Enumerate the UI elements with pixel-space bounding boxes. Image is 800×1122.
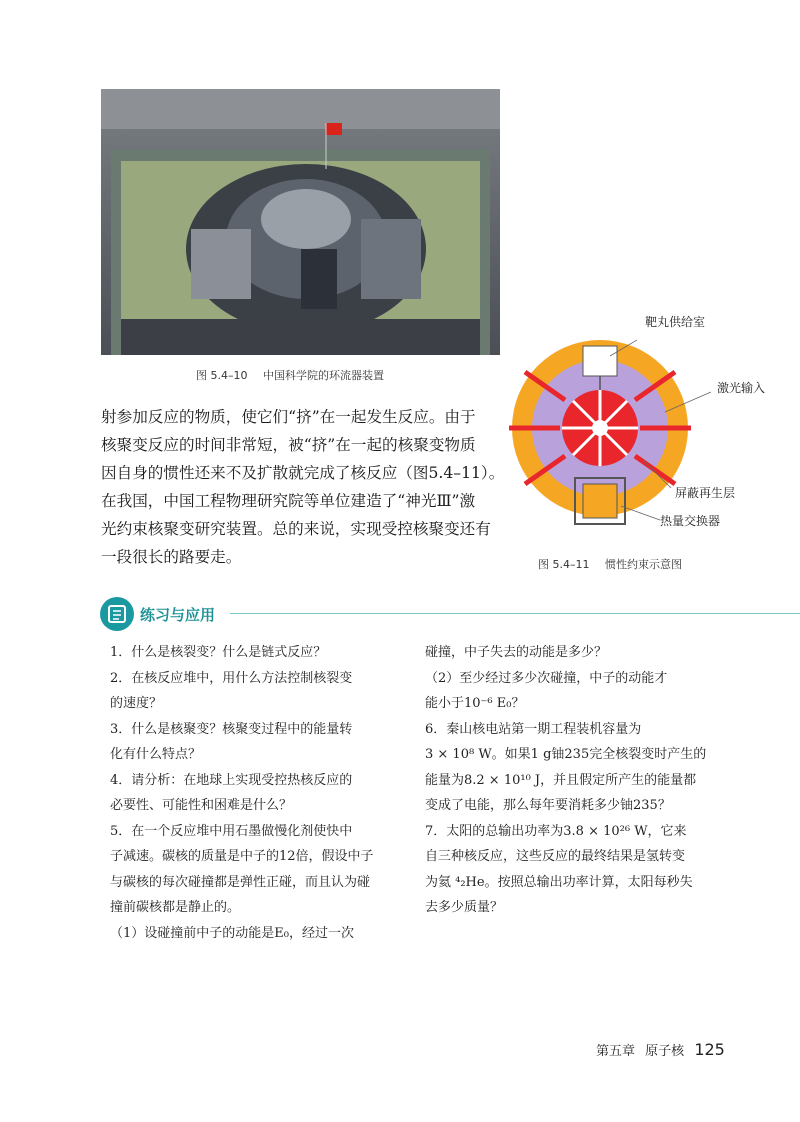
figure-number: 图 5.4–11 xyxy=(538,558,590,571)
heat-exchanger-block xyxy=(583,484,617,518)
exercise-line: 能小于10⁻⁶ E₀？ xyxy=(425,696,525,711)
exercise-line: 3．什么是核聚变？核聚变过程中的能量转 xyxy=(110,721,353,737)
page-number: 125 xyxy=(694,1040,725,1059)
page-footer xyxy=(596,1040,725,1059)
exercise-section-icon xyxy=(100,597,134,631)
exercise-line: 7．太阳的总输出功率为3.8 × 10²⁶ W，它来 xyxy=(425,823,687,839)
figure-caption-text: 中国科学院的环流器装置 xyxy=(263,369,384,382)
exercise-line: 去多少质量？ xyxy=(425,900,504,915)
exercises-right-column xyxy=(425,640,715,921)
figure-5-4-10-caption xyxy=(196,367,384,383)
tokamak-photo xyxy=(101,89,500,355)
label-heat-exchanger: 热量交换器 xyxy=(660,514,721,528)
body-line: 一段很长的路要走。 xyxy=(101,548,242,566)
pellet-chamber xyxy=(583,346,617,376)
exercise-section-title: 练习与应用 xyxy=(140,606,216,624)
body-paragraph xyxy=(101,403,503,571)
exercise-line: 必要性、可能性和困难是什么？ xyxy=(110,798,293,813)
exercise-section-header xyxy=(100,597,800,631)
label-laser-input: 激光输入 xyxy=(717,381,766,395)
label-shield-layer: 屏蔽再生层 xyxy=(675,486,736,500)
body-line: 核聚变反应的时间非常短，被“挤”在一起的核聚变物质 xyxy=(101,436,476,454)
exercise-line: 子减速。碳核的质量是中子的12倍，假设中子 xyxy=(110,849,374,864)
exercise-line: 2．在核反应堆中，用什么方法控制核裂变 xyxy=(110,670,353,686)
figure-caption-text: 惯性约束示意图 xyxy=(605,558,682,571)
exercises-left-column xyxy=(110,640,400,946)
exercise-line: 能量为8.2 × 10¹⁰ J，并且假定所产生的能量都 xyxy=(425,772,697,788)
body-line: 在我国，中国工程物理研究院等单位建造了“神光Ⅲ”激 xyxy=(101,492,476,510)
exercise-line: 的速度？ xyxy=(110,696,163,711)
exercise-line: 与碳核的每次碰撞都是弹性正碰，而且认为碰 xyxy=(110,874,371,890)
exercise-line: 5．在一个反应堆中用石墨做慢化剂使快中 xyxy=(110,823,353,839)
figure-number: 图 5.4–10 xyxy=(196,369,248,382)
exercise-line: 变成了电能，那么每年要消耗多少铀235？ xyxy=(425,798,671,813)
body-line: 因自身的惯性还来不及扩散就完成了核反应（图5.4–11）。 xyxy=(101,464,505,482)
exercise-line: （2）至少经过多少次碰撞，中子的动能才 xyxy=(425,670,668,686)
exercise-line: 为氦 ⁴₂He。按照总输出功率计算，太阳每秒失 xyxy=(425,874,693,890)
exercise-line: 化有什么特点？ xyxy=(110,747,202,762)
label-pellet-room: 靶丸供给室 xyxy=(645,315,706,329)
footer-chapter: 第五章 xyxy=(596,1044,636,1059)
exercise-line: 4．请分析：在地球上实现受控热核反应的 xyxy=(110,772,353,788)
section-divider xyxy=(230,613,800,614)
exercise-line: 碰撞，中子失去的动能是多少？ xyxy=(425,645,608,660)
exercise-line: 撞前碳核都是静止的。 xyxy=(110,900,241,915)
exercise-line: 6．秦山核电站第一期工程装机容量为 xyxy=(425,721,642,737)
exercise-line: 1．什么是核裂变？什么是链式反应？ xyxy=(110,645,327,660)
exercise-line: 自三种核反应，这些反应的最终结果是氢转变 xyxy=(425,849,686,864)
body-line: 光约束核聚变研究装置。总的来说，实现受控核聚变还有 xyxy=(101,520,491,538)
exercise-line: 3 × 10⁸ W。如果1 g铀235完全核裂变时产生的 xyxy=(425,747,707,762)
figure-5-4-11-caption xyxy=(538,556,682,572)
body-line: 射参加反应的物质，使它们“挤”在一起发生反应。由于 xyxy=(101,408,476,426)
footer-chapter-title: 原子核 xyxy=(645,1044,685,1059)
exercise-line: （1）设碰撞前中子的动能是E₀，经过一次 xyxy=(110,925,354,941)
inertial-confinement-diagram xyxy=(505,300,790,540)
